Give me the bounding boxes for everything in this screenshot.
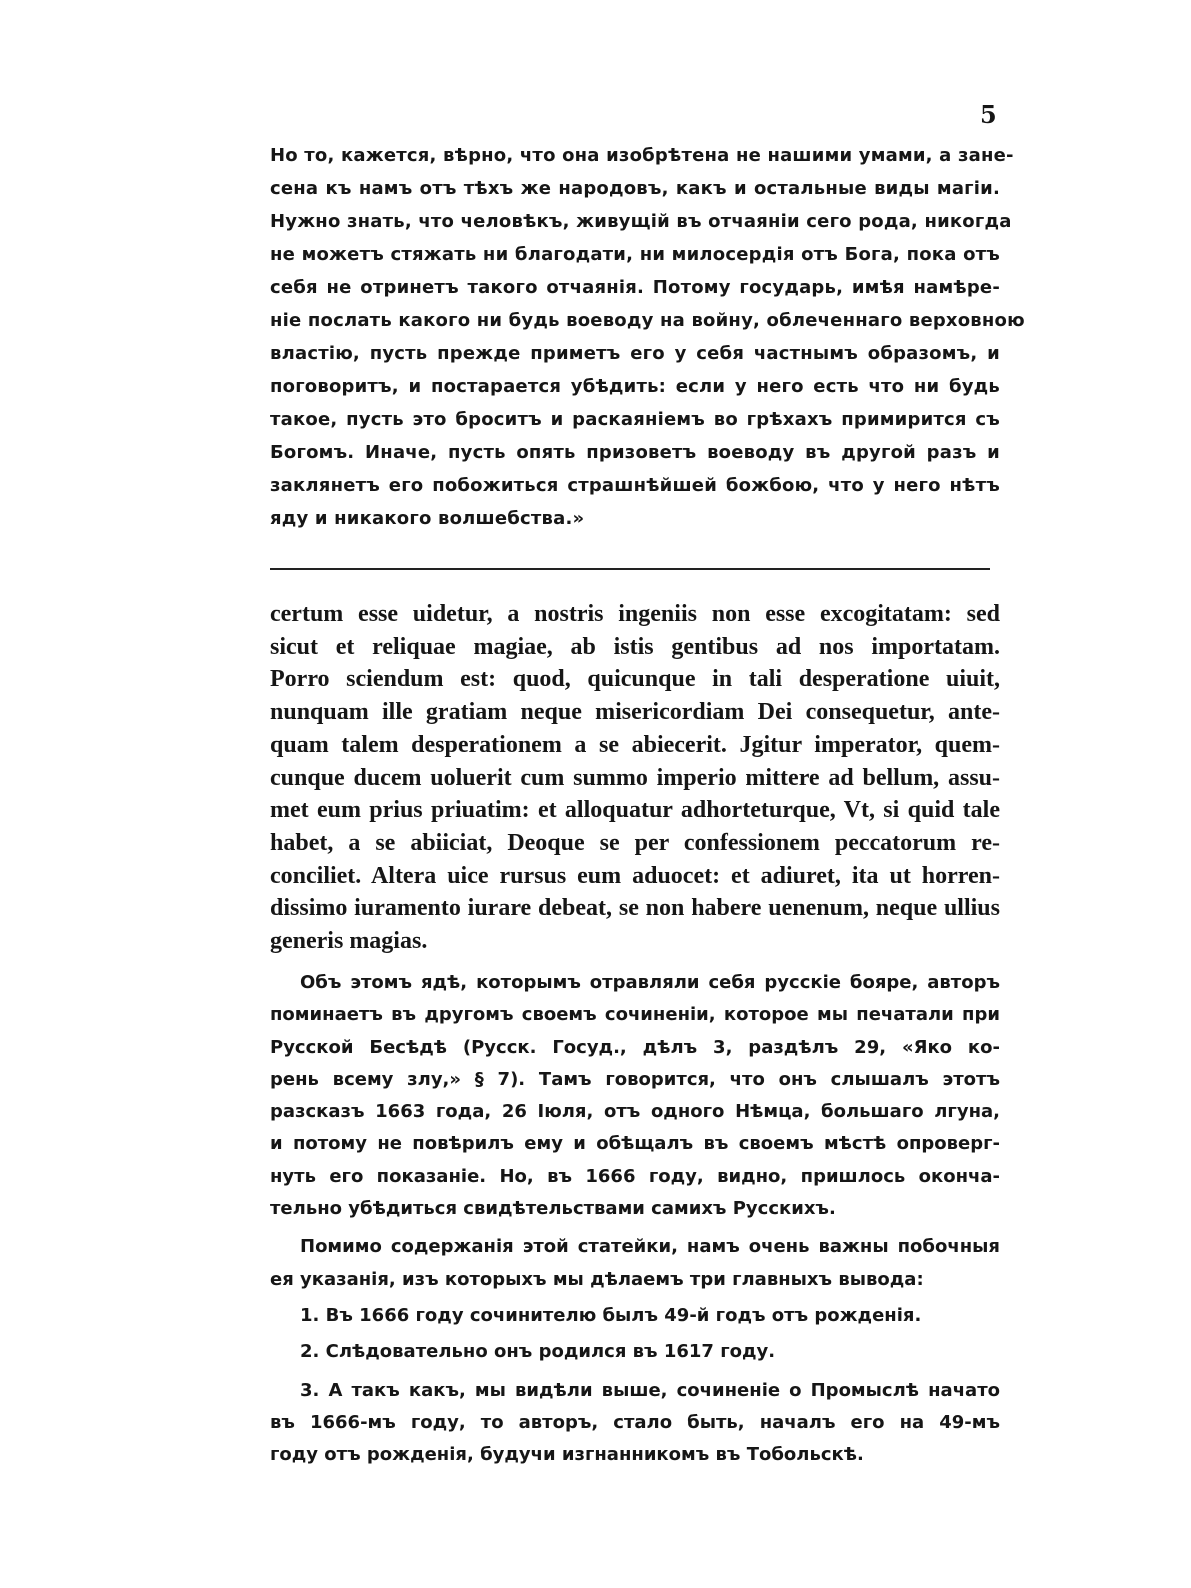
text-line: Русской Бесѣдѣ (Русск. Госуд., дѣлъ 3, раздѣлъ 29, «Яко ко- [270, 1036, 1000, 1058]
text-line: въ 1666-мъ году, то авторъ, стало быть, началъ его на 49-мъ [270, 1411, 1000, 1433]
text-line: яду и никакого волшебства.» [270, 508, 585, 529]
text-line: и потому не повѣрилъ ему и обѣщалъ въ своемъ мѣстѣ опроверг- [270, 1133, 1000, 1155]
text-line: поминаетъ въ другомъ своемъ сочиненіи, которое мы печатали при [270, 1004, 1000, 1026]
text-line: себя не отринетъ такого отчаянія. Потому государь, имѣя намѣре- [270, 277, 1000, 298]
text-line: certum esse uidetur, a nostris ingeniis non esse excogitatam: sed [270, 601, 1000, 627]
conclusion-item: 1. Въ 1666 году сочинителю былъ 49-й годъ отъ рожденія. [300, 1304, 922, 1326]
commentary-block [270, 967, 1000, 1471]
text-line: сена къ намъ отъ тѣхъ же народовъ, какъ и остальные виды магіи. [270, 178, 1000, 199]
footnote-divider [270, 568, 990, 570]
page-number: 5 [980, 100, 997, 129]
latin-footnote-block [270, 598, 1000, 958]
text-line: тельно убѣдиться свидѣтельствами самихъ Русскихъ. [270, 1198, 836, 1220]
text-line: властію, пусть прежде приметъ его у себя частнымъ образомъ, и [270, 343, 1000, 364]
text-line: нуть его показаніе. Но, въ 1666 году, видно, пришлось оконча- [270, 1165, 1000, 1187]
text-line: Но то, кажется, вѣрно, что она изобрѣтена не нашими умами, а зане- [270, 145, 1014, 166]
text-line: dissimo iuramento iurare debeat, se non habere uenenum, neque ullius [270, 895, 1000, 922]
text-line: nunquam ille gratiam neque misericordiam Dei consequetur, ante- [270, 699, 1000, 726]
text-line: поговоритъ, и постарается убѣдить: если у него есть что ни будь [270, 376, 1000, 397]
text-line: 3. А такъ какъ, мы видѣли выше, сочиненіе о Промыслѣ начато [300, 1379, 1000, 1401]
text-line: met eum prius priuatim: et alloquatur adhorteturque, Vt, si quid tale [270, 797, 1000, 824]
text-line: ея указанія, изъ которыхъ мы дѣлаемъ три главныхъ вывода: [270, 1268, 924, 1290]
text-line: Нужно знать, что человѣкъ, живущій въ отчаяніи сего рода, никогда [270, 211, 1012, 232]
paragraph [270, 967, 1000, 1225]
conclusion-item: 2. Слѣдовательно онъ родился въ 1617 году. [300, 1341, 776, 1363]
text-line: conciliet. Altera uice rursus eum aduocet: et adiuret, ita ut horren- [270, 862, 1000, 889]
text-line: Богомъ. Иначе, пусть опять призоветъ воеводу въ другой разъ и [270, 442, 1000, 463]
text-line: generis magias. [270, 928, 428, 955]
text-line: sicut et reliquae magiae, ab istis gentibus ad nos importatam. [270, 633, 1000, 660]
text-line: году отъ рожденія, будучи изгнанникомъ въ Тобольскѣ. [270, 1444, 864, 1466]
conclusion-item [270, 1375, 1000, 1472]
text-line: рень всему злу,» § 7). Тамъ говорится, что онъ слышалъ этотъ [270, 1068, 1000, 1090]
text-line: такое, пусть это броситъ и раскаяніемъ во грѣхахъ примирится съ [270, 409, 1000, 430]
text-line: не можетъ стяжать ни благодати, ни милосердія отъ Бога, пока отъ [270, 244, 1000, 265]
text-line: ніе послать какого ни будь воеводу на войну, облеченнаго верховною [270, 310, 1025, 331]
text-line: quam talem desperationem a se abiecerit. Jgitur imperator, quem- [270, 731, 1000, 758]
text-line: Помимо содержанія этой статейки, намъ очень важны побочныя [300, 1236, 1000, 1258]
text-line: Porro sciendum est: quod, quicunque in tali desperatione uiuit, [270, 666, 1000, 693]
text-line: Объ этомъ ядѣ, которымъ отравляли себя русскіе бояре, авторъ [300, 972, 1000, 993]
paragraph [270, 1231, 1000, 1296]
text-line: разсказъ 1663 года, 26 Іюля, отъ одного Нѣмца, большаго лгуна, [270, 1101, 1000, 1123]
text-line: заклянетъ его побожиться страшнѣйшей божбою, что у него нѣтъ [270, 475, 1000, 496]
text-line: cunque ducem uoluerit cum summo imperio mittere ad bellum, assu- [270, 764, 1000, 791]
russian-quote-block [270, 139, 1025, 535]
text-line: habet, a se abiiciat, Deoque se per confessionem peccatorum re- [270, 829, 1000, 856]
